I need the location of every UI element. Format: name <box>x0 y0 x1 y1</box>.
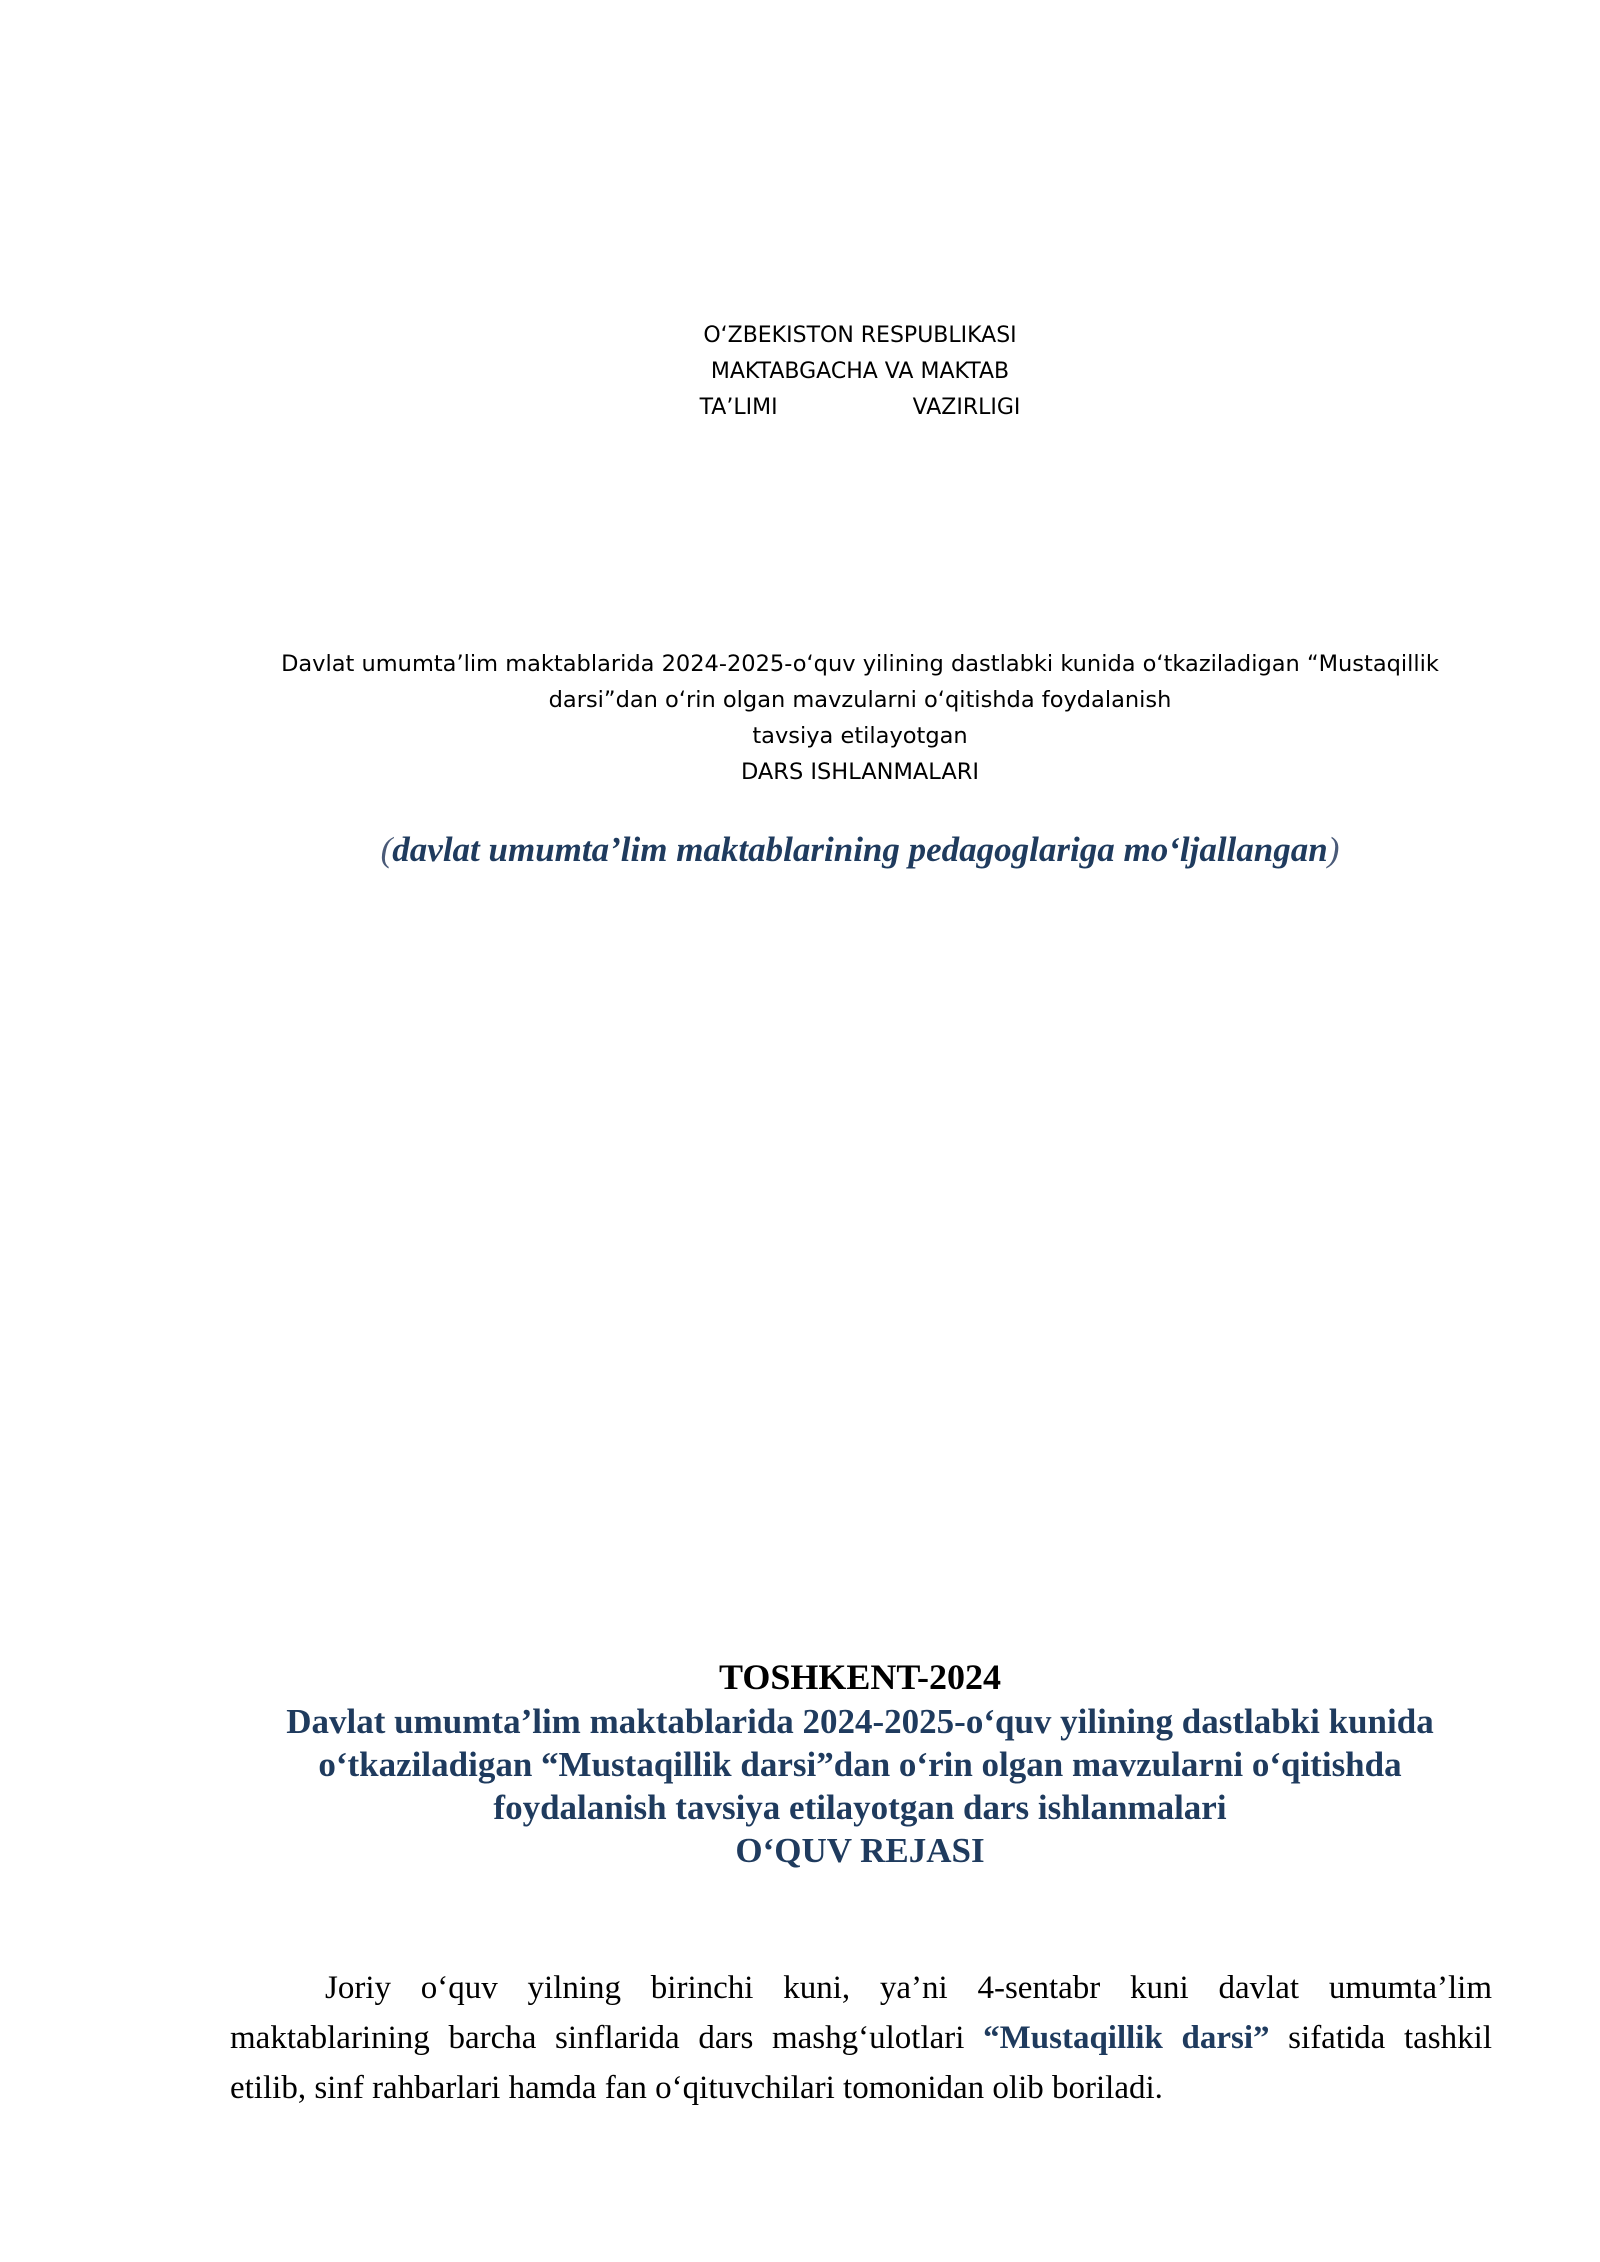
ministry-line-1: O‘ZBEKISTON RESPUBLIKASI <box>703 323 1017 348</box>
audience-close-paren: ) <box>1327 830 1340 869</box>
plan-heading-line-4: O‘QUV REJASI <box>735 1831 985 1870</box>
plan-heading-line-2: o‘tkaziladigan “Mustaqillik darsi”dan o‘rin olgan mavzularni o‘qitishda <box>318 1745 1402 1784</box>
cover-description-line-3: tavsiya etilayotgan <box>752 723 968 749</box>
plan-heading-line-1: Davlat umumta’lim maktablarida 2024-2025-o‘quv yilining dastlabki kunida <box>286 1702 1434 1741</box>
cover-description-line-4: DARS ISHLANMALARI <box>740 759 980 785</box>
ministry-line-2: MAKTABGACHA VA MAKTAB <box>710 359 1010 384</box>
cover-description <box>220 646 1500 790</box>
plan-heading <box>220 1700 1500 1872</box>
body-paragraph <box>230 1963 1492 2113</box>
city-year: TOSHKENT-2024 <box>718 1657 1002 1697</box>
cover-description-line-1: Davlat umumta’lim maktablarida 2024-2025-o‘quv yilining dastlabki kunida o‘tkaziladigan “Mustaqillik <box>281 651 1439 677</box>
body-text-part-1: Joriy o‘quv yilning birinchi kuni, ya’ni 4-sentabr kuni davlat umumta’lim maktablarining barcha sinflarida dars mashg‘ulotlari <box>230 1970 1492 2056</box>
audience-note <box>220 830 1500 870</box>
cover-description-line-2: darsi”dan o‘rin olgan mavzularni o‘qitishda foydalanish <box>548 687 1172 713</box>
ministry-line-3-left: TA’LIMI <box>699 395 778 420</box>
ministry-line-3 <box>0 390 1600 426</box>
body-text-part-2: sifatida tashkil etilib, sinf rahbarlari hamda fan o‘qituvchilari tomonidan olib boriladi. <box>230 2020 1492 2106</box>
body-highlight: “Mustaqillik darsi” <box>983 2020 1270 2056</box>
ministry-header <box>0 318 1600 426</box>
audience-open-paren: ( <box>380 830 393 869</box>
plan-heading-line-3: foydalanish tavsiya etilayotgan dars ishlanmalari <box>493 1788 1227 1827</box>
ministry-line-3-right: VAZIRLIGI <box>912 395 1021 420</box>
audience-text: davlat umumta’lim maktablarining pedagoglariga mo‘ljallangan <box>392 830 1328 869</box>
